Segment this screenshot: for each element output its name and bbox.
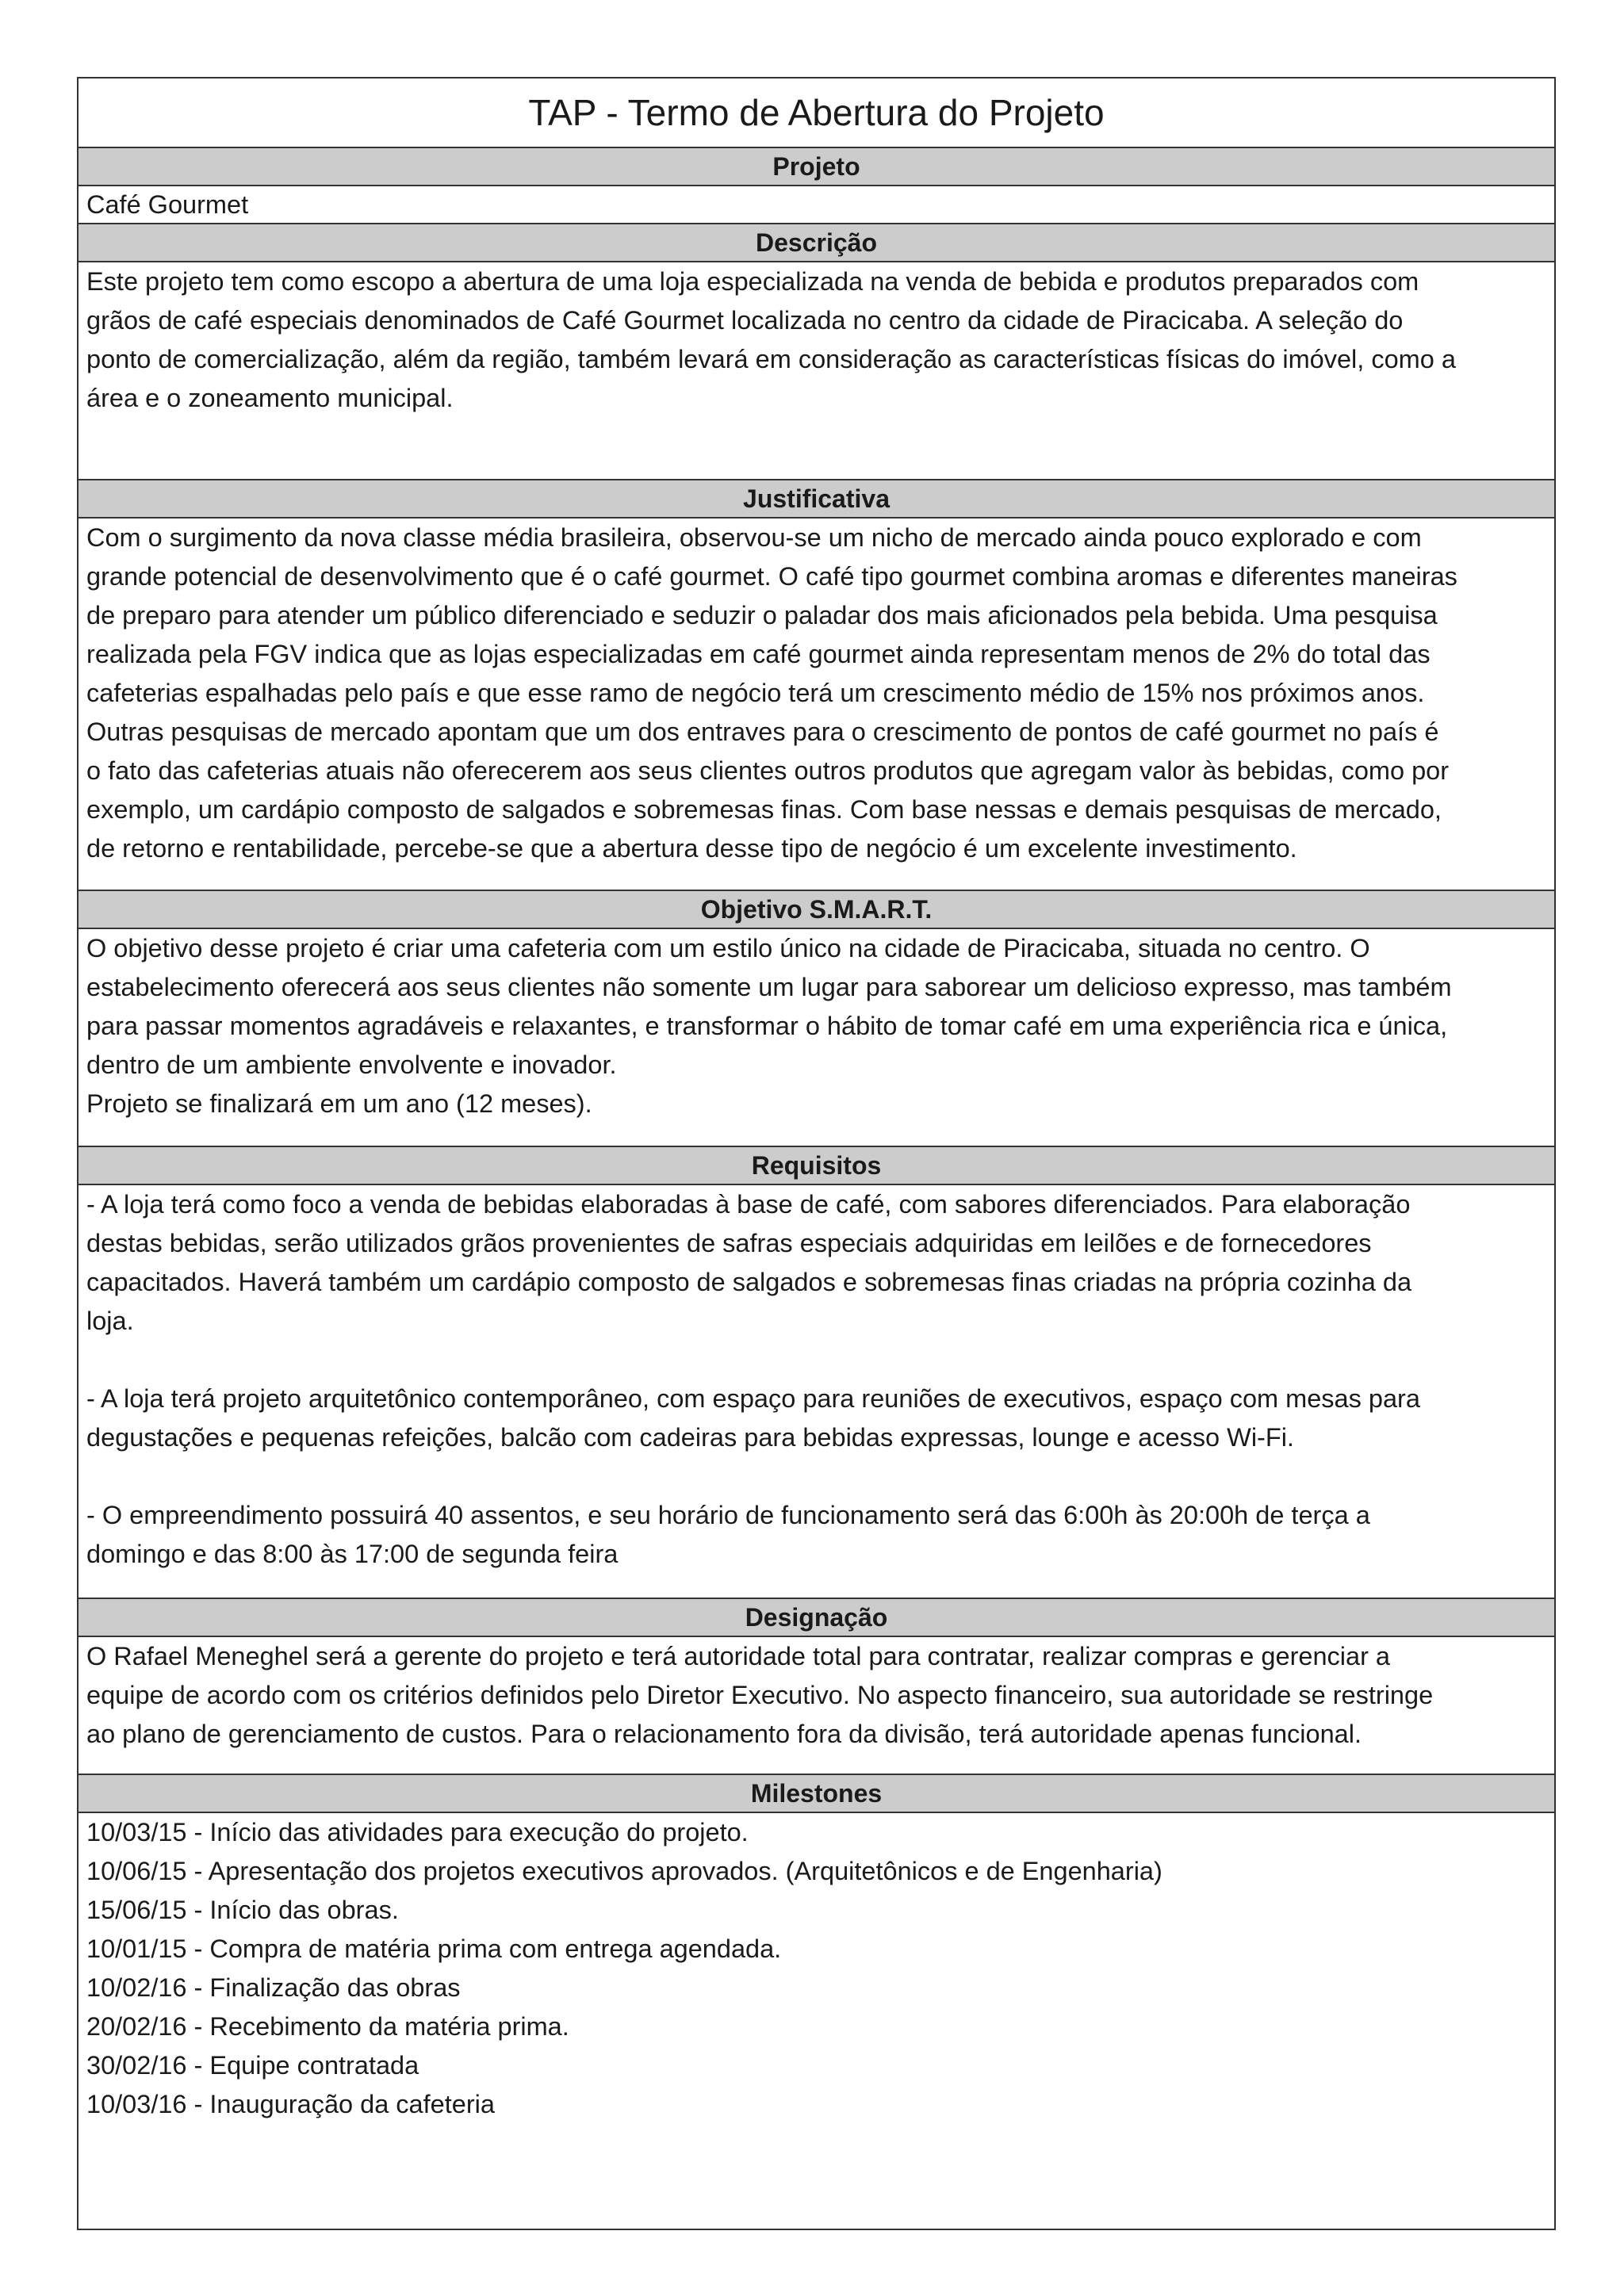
justificativa-line: o fato das cafeterias atuais não oferecerem aos seus clientes outros produtos que agregam valor às bebidas, como por bbox=[86, 756, 1450, 785]
justificativa-line: Com o surgimento da nova classe média brasileira, observou-se um nicho de mercado ainda pouco explorado e com bbox=[86, 523, 1422, 552]
milestone-item: 10/06/15 - Apresentação dos projetos executivos aprovados. (Arquitetônicos e de Engenharia) bbox=[86, 1857, 1162, 1885]
justificativa-line: Outras pesquisas de mercado apontam que um dos entraves para o crescimento de pontos de café gourmet no país é bbox=[86, 718, 1439, 746]
milestone-item: 10/02/16 - Finalização das obras bbox=[86, 1973, 461, 2002]
requisitos-line: destas bebidas, serão utilizados grãos provenientes de safras especiais adquiridas em leilões e de fornecedores bbox=[86, 1229, 1372, 1257]
justificativa-header: Justificativa bbox=[79, 480, 1554, 519]
objetivo-section bbox=[79, 929, 1554, 1147]
requisitos-line: - O empreendimento possuirá 40 assentos, e seu horário de funcionamento será das 6:00h às 20:00h de terça a bbox=[86, 1501, 1370, 1529]
projeto-header: Projeto bbox=[79, 148, 1554, 186]
justificativa-line: de preparo para atender um público diferenciado e seduzir o paladar dos mais aficionados pela bebida. Uma pesquisa bbox=[86, 601, 1438, 629]
justificativa-line: exemplo, um cardápio composto de salgados e sobremesas finas. Com base nessas e demais pesquisas de mercado, bbox=[86, 795, 1442, 824]
projeto-section bbox=[79, 186, 1554, 224]
objetivo-header: Objetivo S.M.A.R.T. bbox=[79, 891, 1554, 929]
milestones-section bbox=[79, 1813, 1554, 2229]
milestone-item: 10/01/15 - Compra de matéria prima com entrega agendada. bbox=[86, 1934, 782, 1963]
descricao-line: grãos de café especiais denominados de Café Gourmet localizada no centro da cidade de Piracicaba. A seleção do bbox=[86, 306, 1404, 335]
tap-document bbox=[77, 77, 1556, 2230]
descricao-line: área e o zoneamento municipal. bbox=[86, 384, 454, 412]
justificativa-section bbox=[79, 519, 1554, 891]
milestone-item: 10/03/16 - Inauguração da cafeteria bbox=[86, 2090, 495, 2118]
justificativa-line: de retorno e rentabilidade, percebe-se que a abertura desse tipo de negócio é um excelente investimento. bbox=[86, 834, 1297, 863]
requisitos-line: loja. bbox=[86, 1307, 134, 1335]
descricao-line: Este projeto tem como escopo a abertura de uma loja especializada na venda de bebida e produtos preparados com bbox=[86, 267, 1419, 296]
requisitos-line: domingo e das 8:00 às 17:00 de segunda feira bbox=[86, 1540, 619, 1568]
milestone-item: 30/02/16 - Equipe contratada bbox=[86, 2051, 419, 2080]
objetivo-line: estabelecimento oferecerá aos seus clientes não somente um lugar para saborear um delicioso expresso, mas também bbox=[86, 973, 1452, 1001]
justificativa-line: realizada pela FGV indica que as lojas especializadas em café gourmet ainda representam menos de 2% do total das bbox=[86, 640, 1431, 668]
document-title: TAP - Termo de Abertura do Projeto bbox=[79, 78, 1554, 148]
descricao-header: Descrição bbox=[79, 224, 1554, 262]
requisitos-section bbox=[79, 1185, 1554, 1599]
justificativa-line: cafeterias espalhadas pelo país e que esse ramo de negócio terá um crescimento médio de 15% nos próximos anos. bbox=[86, 679, 1425, 707]
designacao-line: equipe de acordo com os critérios definidos pelo Diretor Executivo. No aspecto financeiro, sua autoridade se restringe bbox=[86, 1681, 1434, 1709]
requisitos-line: degustações e pequenas refeições, balcão com cadeiras para bebidas expressas, lounge e acesso Wi-Fi. bbox=[86, 1423, 1294, 1452]
requisitos-line: - A loja terá como foco a venda de bebidas elaboradas à base de café, com sabores diferenciados. Para elaboração bbox=[86, 1190, 1411, 1219]
descricao-line: ponto de comercialização, além da região, também levará em consideração as características físicas do imóvel, como a bbox=[86, 345, 1456, 373]
designacao-header: Designação bbox=[79, 1599, 1554, 1637]
objetivo-line: dentro de um ambiente envolvente e inovador. bbox=[86, 1050, 617, 1079]
designacao-line: O Rafael Meneghel será a gerente do projeto e terá autoridade total para contratar, realizar compras e gerenciar a bbox=[86, 1642, 1391, 1670]
requisitos-line: - A loja terá projeto arquitetônico contemporâneo, com espaço para reuniões de executivos, espaço com mesas para bbox=[86, 1384, 1420, 1413]
milestone-item: 20/02/16 - Recebimento da matéria prima. bbox=[86, 2012, 569, 2041]
justificativa-line: grande potencial de desenvolvimento que é o café gourmet. O café tipo gourmet combina aromas e diferentes maneiras bbox=[86, 562, 1457, 591]
descricao-section bbox=[79, 262, 1554, 480]
designacao-section bbox=[79, 1637, 1554, 1775]
requisitos-header: Requisitos bbox=[79, 1147, 1554, 1185]
requisitos-line: capacitados. Haverá também um cardápio composto de salgados e sobremesas finas criadas na própria cozinha da bbox=[86, 1268, 1412, 1296]
milestone-item: 15/06/15 - Início das obras. bbox=[86, 1896, 399, 1924]
projeto-value: Café Gourmet bbox=[86, 190, 249, 219]
objetivo-line: O objetivo desse projeto é criar uma cafeteria com um estilo único na cidade de Piracicaba, situada no centro. O bbox=[86, 934, 1370, 962]
milestone-item: 10/03/15 - Início das atividades para execução do projeto. bbox=[86, 1818, 749, 1846]
objetivo-line: para passar momentos agradáveis e relaxantes, e transformar o hábito de tomar café em uma experiência rica e única, bbox=[86, 1012, 1448, 1040]
objetivo-line: Projeto se finalizará em um ano (12 meses). bbox=[86, 1089, 592, 1118]
designacao-line: ao plano de gerenciamento de custos. Para o relacionamento fora da divisão, terá autoridade apenas funcional. bbox=[86, 1720, 1362, 1748]
milestones-header: Milestones bbox=[79, 1775, 1554, 1813]
